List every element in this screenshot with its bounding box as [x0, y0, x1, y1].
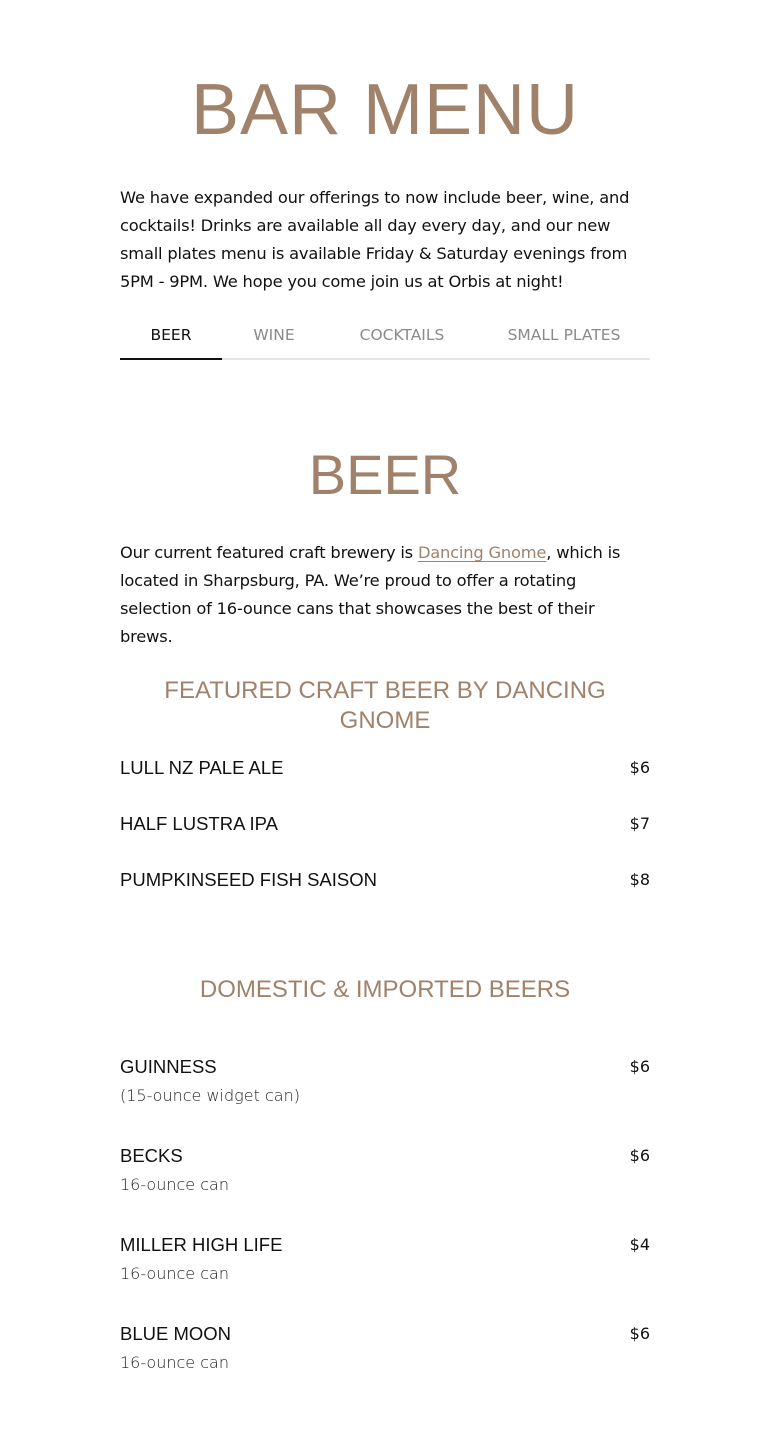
- menu-item: [120, 756, 650, 780]
- intro-text: We have expanded our offerings to now include beer, wine, and cocktails! Drinks are available all day every day, and our new small plates menu is available Friday & Saturday evenings from 5PM - 9PM. We hope you come join us at Orbis at night!: [120, 188, 630, 291]
- item-price: $6: [629, 1324, 650, 1343]
- item-note: 16-ounce can: [120, 1264, 229, 1283]
- item-price: $6: [629, 1146, 650, 1165]
- item-name: BECKS: [120, 1145, 183, 1166]
- featured-beer-heading: FEATURED CRAFT BEER BY DANCING GNOME: [164, 677, 606, 734]
- beer-description: [120, 539, 650, 651]
- item-price: $8: [629, 870, 650, 889]
- tab-small-plates[interactable]: SMALL PLATES: [507, 326, 621, 344]
- item-price: $7: [629, 814, 650, 833]
- dancing-gnome-link[interactable]: Dancing Gnome: [417, 543, 547, 562]
- tab-beer[interactable]: BEER: [120, 318, 222, 360]
- menu-item: [120, 1055, 650, 1111]
- menu-tabs: [120, 318, 650, 360]
- menu-item: [120, 1144, 650, 1200]
- section-title-beer: BEER: [308, 443, 462, 506]
- menu-item: [120, 1233, 650, 1289]
- menu-item: [120, 812, 650, 836]
- beer-description-end: , which is located in Sharpsburg, PA. We’re proud to offer a rotating selection of 16-ounce cans that showcases the best of their brews.: [120, 543, 621, 646]
- beer-description-start: Our current featured craft brewery is: [120, 543, 418, 562]
- item-note: (15-ounce widget can): [120, 1086, 300, 1105]
- item-name: PUMPKINSEED FISH SAISON: [120, 869, 377, 890]
- domestic-beer-heading: DOMESTIC & IMPORTED BEERS: [199, 976, 571, 1003]
- item-price: $4: [629, 1235, 650, 1254]
- item-price: $6: [629, 758, 650, 777]
- item-name: HALF LUSTRA IPA: [120, 813, 278, 834]
- item-name: LULL NZ PALE ALE: [120, 757, 284, 778]
- menu-item: [120, 1322, 650, 1378]
- item-price: $6: [629, 1057, 650, 1076]
- item-name: GUINNESS: [120, 1056, 217, 1077]
- tab-wine[interactable]: WINE: [253, 326, 295, 344]
- item-note: 16-ounce can: [120, 1175, 229, 1194]
- tab-cocktails[interactable]: COCKTAILS: [359, 326, 445, 344]
- item-note: 16-ounce can: [120, 1353, 229, 1372]
- menu-item: [120, 868, 650, 892]
- item-name: BLUE MOON: [120, 1323, 232, 1344]
- page-title: BAR MENU: [190, 70, 580, 150]
- item-name: MILLER HIGH LIFE: [120, 1234, 283, 1255]
